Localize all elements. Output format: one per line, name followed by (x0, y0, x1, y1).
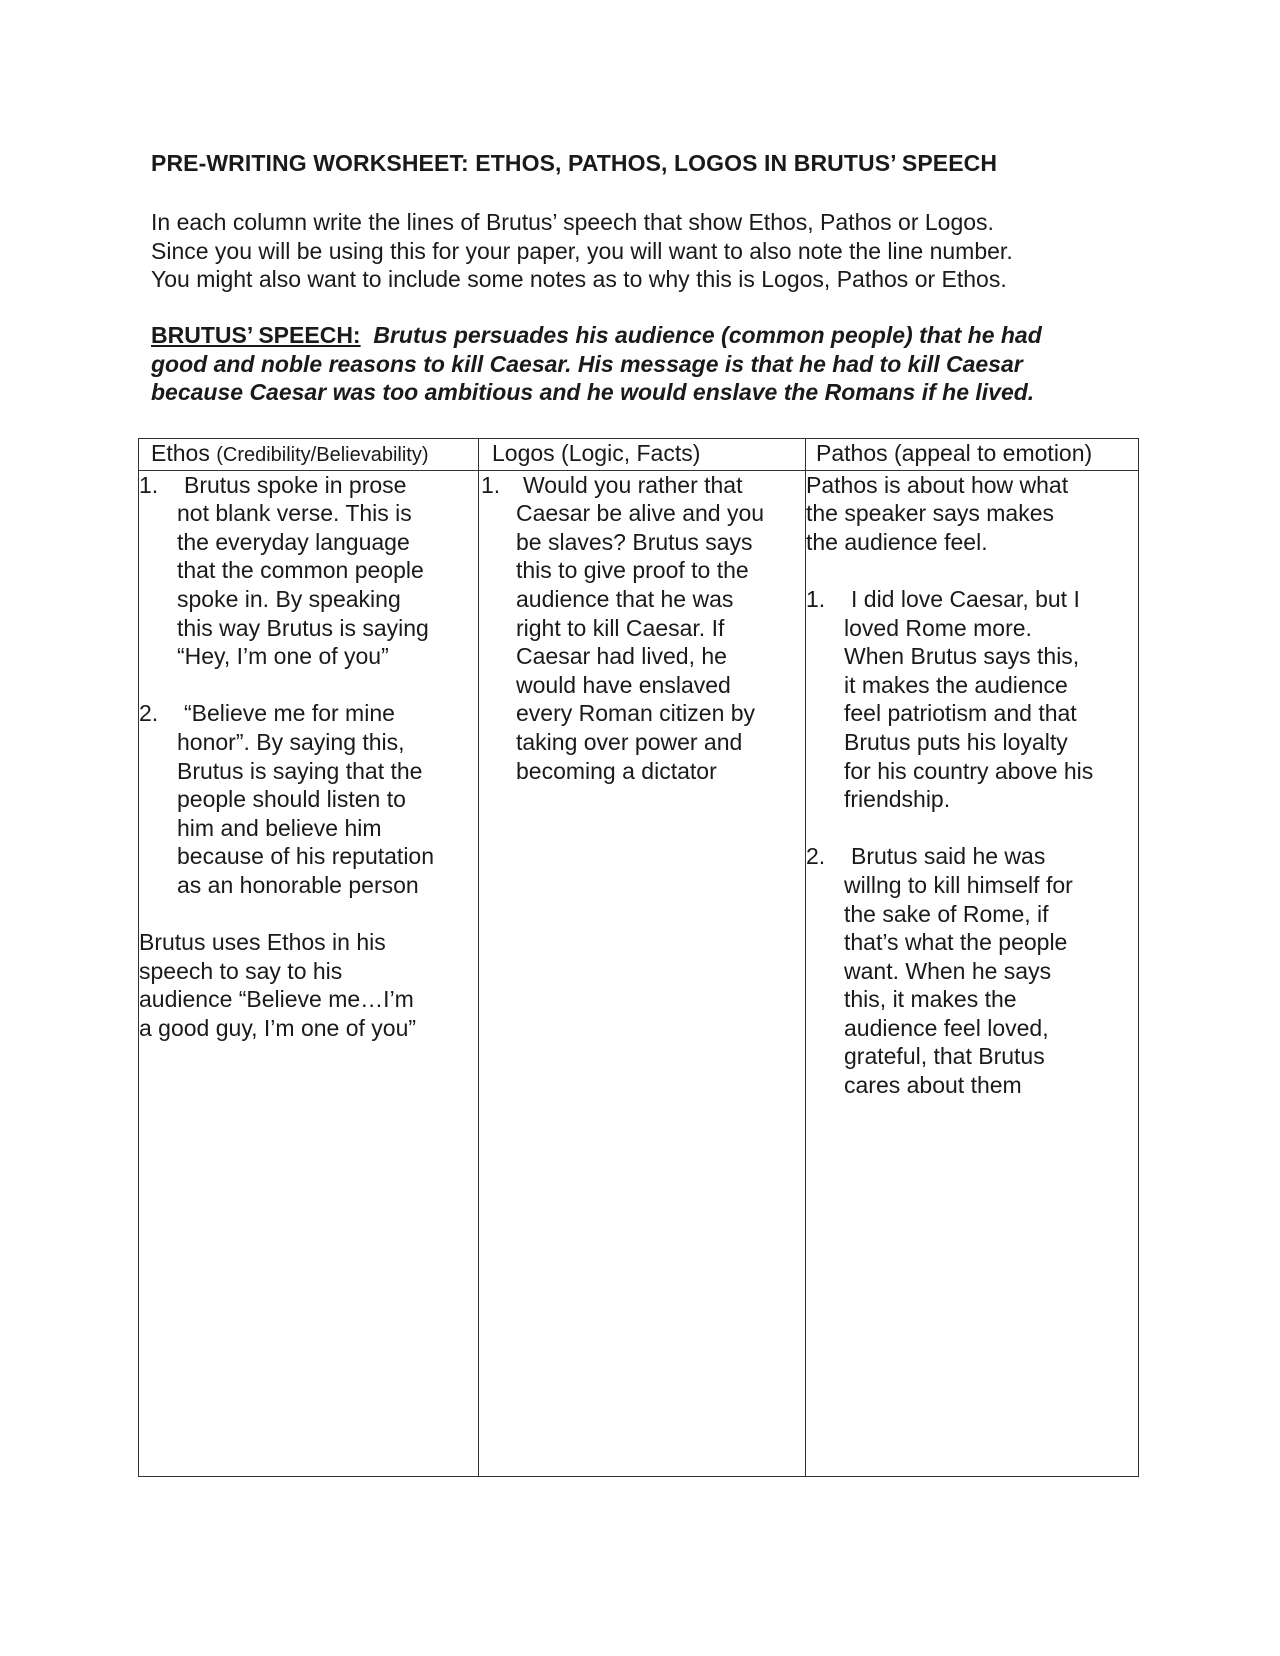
logos-line: be slaves? Brutus says (516, 528, 753, 555)
ethos-summary-line: speech to say to his (139, 957, 343, 984)
pathos-item-text (806, 585, 1138, 814)
pathos-intro-line: Pathos is about how what (806, 471, 1069, 498)
speech-line-1 (151, 321, 1151, 350)
ethos-line: the everyday language (177, 528, 410, 555)
pathos-line: grateful, that Brutus (844, 1043, 1045, 1070)
header-pathos: Pathos (appeal to emotion) (806, 439, 1139, 471)
pathos-line: When Brutus says this, (844, 643, 1080, 670)
ethos-item-number: 1. (139, 471, 159, 498)
ethos-list (139, 471, 478, 900)
pathos-line: cares about them (844, 1072, 1022, 1099)
header-ethos (139, 439, 479, 471)
pathos-item (806, 842, 1138, 1099)
ethos-item (139, 699, 478, 899)
ethos-line: honor”. By saying this, (177, 728, 405, 755)
pathos-line: Brutus said he was (851, 843, 1046, 870)
pathos-line: want. When he says (844, 957, 1052, 984)
ethos-line: because of his reputation (177, 843, 435, 870)
pathos-item-number: 2. (806, 843, 826, 870)
pathos-list (806, 585, 1138, 1100)
pathos-line: feel patriotism and that (844, 700, 1077, 727)
logos-line: taking over power and (516, 728, 743, 755)
logos-item (479, 471, 805, 786)
header-logos: Logos (Logic, Facts) (479, 439, 806, 471)
instructions (151, 208, 1151, 294)
speech-text: good and noble reasons to kill Caesar. His message is that he had to kill Caesar (151, 350, 1023, 377)
ethos-summary-line: Brutus uses Ethos in his (139, 929, 386, 956)
logos-line: every Roman citizen by (516, 700, 756, 727)
ethos-line: him and believe him (177, 814, 382, 841)
speech-label: BRUTUS’ SPEECH: (151, 322, 361, 348)
logos-line: Caesar had lived, he (516, 643, 727, 670)
pathos-line: willng to kill himself for (844, 871, 1073, 898)
ethos-summary (139, 928, 478, 1042)
pathos-line: I did love Caesar, but I (851, 585, 1080, 612)
pathos-line: audience feel loved, (844, 1014, 1049, 1041)
ethos-item-text (139, 471, 478, 671)
pathos-line: for his country above his (844, 757, 1094, 784)
pathos-line: Brutus puts his loyalty (844, 728, 1068, 755)
table-body-row (139, 470, 1139, 1476)
ethos-line: “Believe me for mine (184, 700, 395, 727)
ethos-cell (139, 470, 479, 1476)
ethos-line: spoke in. By speaking (177, 585, 401, 612)
logos-line: this to give proof to the (516, 557, 749, 584)
logos-line: Would you rather that (523, 471, 743, 498)
logos-line: right to kill Caesar. If (516, 614, 725, 641)
pathos-line: loved Rome more. (844, 614, 1032, 641)
logos-item-text (479, 471, 805, 786)
speech-text: Brutus persuades his audience (common people) that he had (373, 322, 1042, 348)
pathos-cell (806, 470, 1139, 1476)
speech-summary (151, 321, 1151, 407)
logos-item-number: 1. (481, 471, 501, 498)
pathos-item-text (806, 842, 1138, 1099)
instruction-line: You might also want to include some notes as to why this is Logos, Pathos or Ethos. (151, 266, 1007, 292)
page-title: PRE-WRITING WORKSHEET: ETHOS, PATHOS, LOGOS IN BRUTUS’ SPEECH (151, 150, 998, 176)
logos-line: audience that he was (516, 585, 734, 612)
pathos-line: this, it makes the (844, 986, 1017, 1013)
pathos-line: the sake of Rome, if (844, 900, 1049, 927)
ethos-line: as an honorable person (177, 871, 419, 898)
ethos-item-number: 2. (139, 700, 159, 727)
ethos-line: that the common people (177, 557, 424, 584)
ethos-line: Brutus spoke in prose (184, 471, 407, 498)
ethos-pathos-logos-table (138, 438, 1139, 1477)
ethos-summary-line: a good guy, I’m one of you” (139, 1014, 417, 1041)
instruction-line: In each column write the lines of Brutus’ speech that show Ethos, Pathos or Logos. (151, 209, 994, 235)
logos-list (479, 471, 805, 786)
instruction-line: Since you will be using this for your paper, you will want to also note the line number. (151, 237, 1013, 264)
pathos-intro-line: the audience feel. (806, 528, 988, 555)
pathos-item (806, 585, 1138, 814)
header-ethos-label: Ethos (151, 440, 210, 466)
pathos-line: that’s what the people (844, 929, 1068, 956)
ethos-line: people should listen to (177, 786, 406, 813)
pathos-intro (806, 471, 1138, 557)
ethos-item (139, 471, 478, 671)
pathos-item-number: 1. (806, 585, 826, 612)
pathos-intro-line: the speaker says makes (806, 500, 1055, 527)
header-ethos-sub: (Credibility/Believability) (216, 444, 429, 466)
ethos-summary-line: audience “Believe me…I’m (139, 986, 414, 1013)
ethos-line: “Hey, I’m one of you” (177, 643, 389, 670)
speech-text: because Caesar was too ambitious and he would enslave the Romans if he lived. (151, 379, 1035, 405)
table-header-row (139, 439, 1139, 471)
logos-line: would have enslaved (516, 671, 731, 698)
logos-cell (479, 470, 806, 1476)
ethos-line: this way Brutus is saying (177, 614, 429, 641)
ethos-line: Brutus is saying that the (177, 757, 423, 784)
logos-line: Caesar be alive and you (516, 500, 765, 527)
logos-line: becoming a dictator (516, 757, 717, 784)
pathos-line: friendship. (844, 786, 951, 813)
ethos-line: not blank verse. This is (177, 500, 412, 527)
pathos-line: it makes the audience (844, 671, 1068, 698)
ethos-item-text (139, 699, 478, 899)
